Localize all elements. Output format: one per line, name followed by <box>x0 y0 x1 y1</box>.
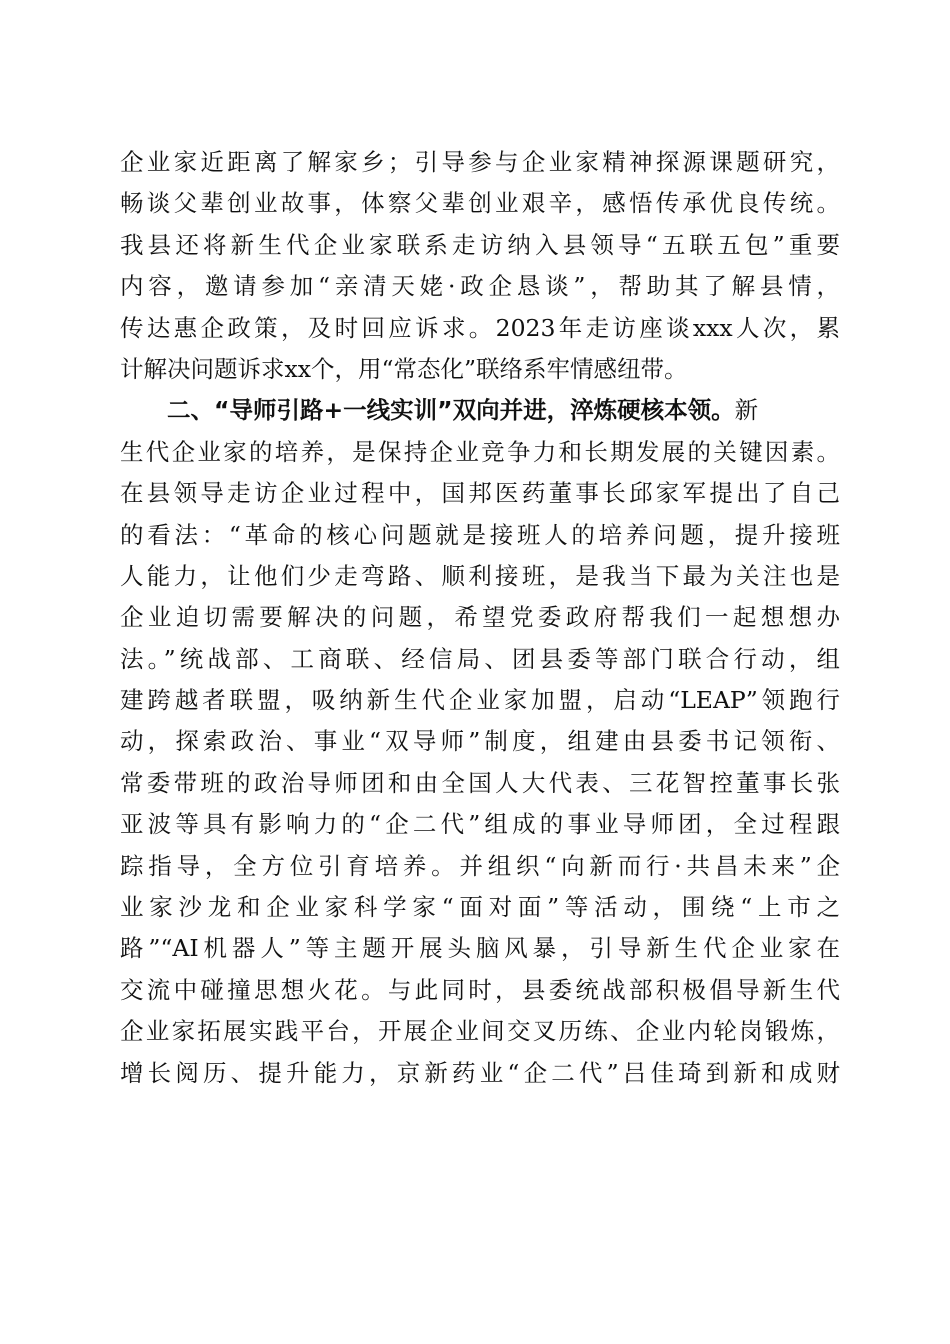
section-heading: 二、“导师引路+一线实训”双向并进，淬炼硬核本领。 <box>167 396 735 425</box>
paragraph-line: 常委带班的政治导师团和由全国人大代表、三花智控董事长张 <box>120 768 840 797</box>
paragraph-line: 路”“AI机器人”等主题开展头脑风暴，引导新生代企业家在 <box>120 934 840 963</box>
paragraph-line: 踪指导，全方位引育培养。并组织“向新而行·共昌未来”企 <box>120 851 840 880</box>
section-heading-tail: 新 <box>734 396 759 425</box>
paragraph-line: 亚波等具有影响力的“企二代”组成的事业导师团，全过程跟 <box>120 810 840 839</box>
paragraph-line: 交流中碰撞思想火花。与此同时，县委统战部积极倡导新生代 <box>120 975 840 1004</box>
paragraph-line: 内容，邀请参加“亲清天姥·政企恳谈”，帮助其了解县情， <box>120 272 840 301</box>
paragraph-line: 的看法：“革命的核心问题就是接班人的培养问题，提升接班 <box>120 520 840 549</box>
paragraph-line: 传达惠企政策，及时回应诉求。2023年走访座谈xxx人次，累 <box>120 313 840 342</box>
paragraph-line: 企业家近距离了解家乡；引导参与企业家精神探源课题研究， <box>120 148 840 176</box>
paragraph-line: 畅谈父辈创业故事，体察父辈创业艰辛，感悟传承优良传统。 <box>120 189 840 218</box>
paragraph-line: 法。”统战部、工商联、经信局、团县委等部门联合行动，组 <box>120 644 840 673</box>
paragraph-line: 我县还将新生代企业家联系走访纳入县领导“五联五包”重要 <box>120 230 840 259</box>
paragraph-line: 生代企业家的培养，是保持企业竞争力和长期发展的关键因素。 <box>120 437 840 466</box>
paragraph-line: 计解决问题诉求xx个，用“常态化”联络系牢情感纽带。 <box>120 354 688 383</box>
section-heading-line <box>120 390 840 431</box>
paragraph-line: 建跨越者联盟，吸纳新生代企业家加盟，启动“LEAP”领跑行 <box>120 686 840 715</box>
paragraph-line: 企业家拓展实践平台，开展企业间交叉历练、企业内轮岗锻炼， <box>120 1017 840 1046</box>
paragraph-line: 企业迫切需要解决的问题，希望党委政府帮我们一起想想办 <box>120 603 840 632</box>
paragraph-line: 动，探索政治、事业“双导师”制度，组建由县委书记领衔、 <box>120 727 840 756</box>
paragraph-line: 增长阅历、提升能力，京新药业“企二代”吕佳琦到新和成财 <box>120 1058 840 1087</box>
paragraph-line: 在县领导走访企业过程中，国邦医药董事长邱家军提出了自己 <box>120 479 840 508</box>
paragraph-line: 人能力，让他们少走弯路、顺利接班，是我当下最为关注也是 <box>120 561 840 590</box>
paragraph-line: 业家沙龙和企业家科学家“面对面”等活动，围绕“上市之 <box>120 893 840 922</box>
body-text <box>120 142 840 1094</box>
